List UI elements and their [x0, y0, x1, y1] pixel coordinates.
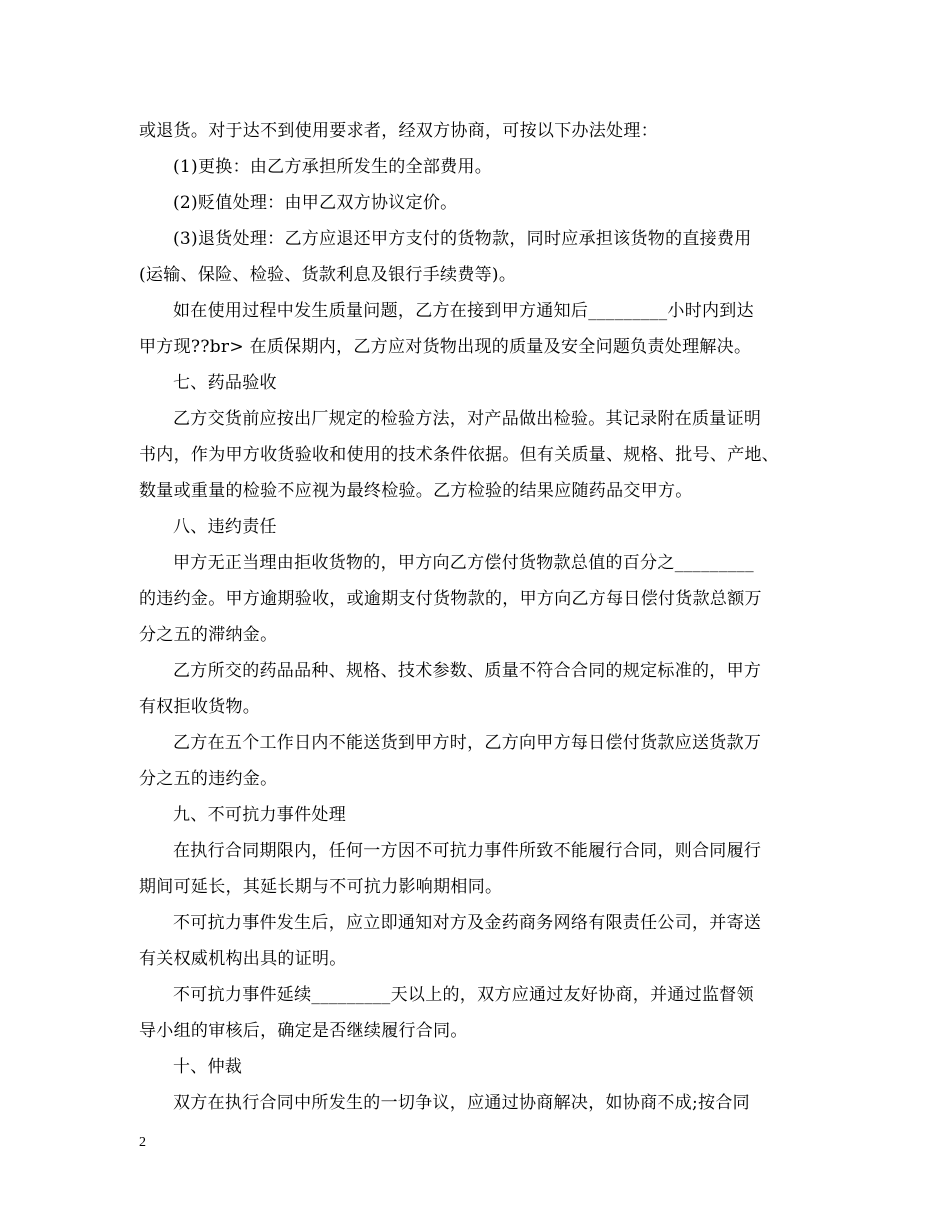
text-line: 数量或重量的检验不应视为最终检验。乙方检验的结果应随药品交甲方。	[139, 481, 693, 501]
text-line: 乙方交货前应按出厂规定的检验方法，对产品做出检验。其记录附在质量证明	[173, 409, 762, 429]
text-line: 期间可延长，其延长期与不可抗力影响期相同。	[139, 877, 503, 897]
text-line: 乙方在五个工作日内不能送货到甲方时，乙方向甲方每日偿付货款应送货款万	[173, 733, 762, 753]
text-line: 甲方无正当理由拒收货物的，甲方向乙方偿付货物款总值的百分之_________	[173, 553, 754, 573]
text-line: 书内，作为甲方收货验收和使用的技术条件依据。但有关质量、规格、批号、产地、	[139, 445, 780, 465]
text-line: 双方在执行合同中所发生的一切争议，应通过协商解决，如协商不成;按合同	[173, 1093, 750, 1113]
text-line: (2)贬值处理：由甲乙双方协议定价。	[173, 193, 458, 213]
text-line: (1)更换：由乙方承担所发生的全部费用。	[173, 157, 493, 177]
text-line: 有权拒收货物。	[139, 697, 261, 717]
text-line: (运输、保险、检验、货款利息及银行手续费等)。	[139, 265, 517, 285]
text-line: 有关权威机构出具的证明。	[139, 949, 347, 969]
text-line: 如在使用过程中发生质量问题，乙方在接到甲方通知后_________小时内到达	[173, 301, 754, 321]
text-line: 在执行合同期限内，任何一方因不可抗力事件所致不能履行合同，则合同履行	[173, 841, 762, 861]
text-line: 的违约金。甲方逾期验收，或逾期支付货物款的，甲方向乙方每日偿付货款总额万	[139, 589, 762, 609]
text-line: 不可抗力事件延续_________天以上的，双方应通过友好协商，并通过监督领	[173, 985, 754, 1005]
section-heading: 九、不可抗力事件处理	[173, 805, 346, 825]
text-line: 乙方所交的药品品种、规格、技术参数、质量不符合合同的规定标准的，甲方	[173, 661, 762, 681]
text-line: 导小组的审核后，确定是否继续履行合同。	[139, 1021, 468, 1041]
section-heading: 十、仲裁	[173, 1057, 243, 1077]
section-heading: 七、药品验收	[173, 373, 277, 393]
text-line: (3)退货处理：乙方应退还甲方支付的货物款，同时应承担该货物的直接费用	[173, 229, 752, 249]
text-line: 分之五的滞纳金。	[139, 625, 278, 645]
text-line: 甲方现??br> 在质保期内，乙方应对货物出现的质量及安全问题负责处理解决。	[139, 337, 752, 357]
text-line: 或退货。对于达不到使用要求者，经双方协商，可按以下办法处理：	[139, 121, 658, 141]
text-line: 分之五的违约金。	[139, 769, 278, 789]
text-line: 不可抗力事件发生后，应立即通知对方及金药商务网络有限责任公司，并寄送	[173, 913, 762, 933]
page-number: 2	[139, 1135, 146, 1150]
section-heading: 八、违约责任	[173, 517, 277, 537]
